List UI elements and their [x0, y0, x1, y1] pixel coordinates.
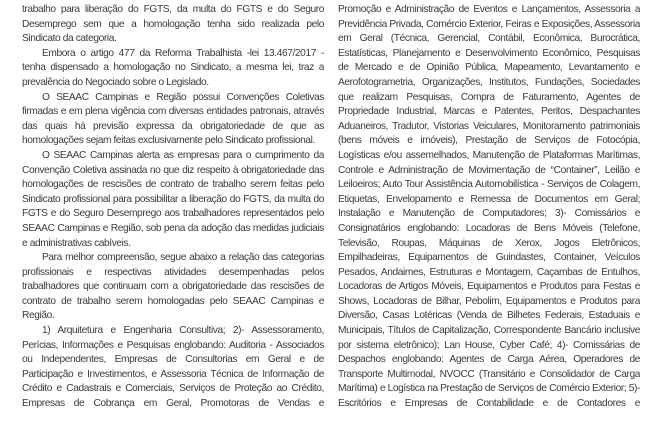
paragraph: Para melhor compreensão, segue abaixo a relação das categorias profissionais e respectivas atividades desempenhadas pelos trabalhadores que continuam com a obrigatoriedade das rescisões de contrato de trabalho serem homologadas pelo SEAAC Campinas e Região.: [22, 252, 324, 322]
text-column-right: [338, 3, 640, 445]
text-column-left: [22, 3, 324, 445]
paragraph: O SEAAC Campinas e Região possui Convenções Coletivas firmadas e em plena vigência com diversas entidades patronais, através das quais há previsão expressa da obrigatoriedade de que as homologações sejam feitas exclusivamente pelo Sindicato profissional.: [22, 91, 324, 147]
paragraph-continuation: trabalho para liberação do FGTS, da multa do FGTS e do Seguro Desemprego sem que a homologação tenha sido realizada pelo Sindicato da categoria.: [22, 4, 324, 45]
paragraph: Embora o artigo 477 da Reforma Trabalhista -lei 13.467/2017 - tenha dispensado a homologação no Sindicato, a mesma lei, traz a prevalência do Negociado sobre o Legislado.: [22, 47, 324, 88]
paragraph: O SEAAC Campinas alerta as empresas para o cumprimento da Convenção Coletiva assinada no que diz respeito à obrigatoriedade das homologações de rescisões de contrato de trabalho serem feitas pelo Sindicato profissional para possibilitar a liberação do FGTS, da multa do FGTS e do Seguro Desemprego aos trabalhadores representados pelo SEAAC Campinas e Região, sob pena da adoção das medidas judiciais e administrativas cabíveis.: [22, 149, 324, 249]
paragraph-continuation: Promoção e Administração de Eventos e Lançamentos, Assessoria a Previdência Privada, Comércio Exterior, Feiras e Exposições, Assessoria em Geral (Técnica, Gerencial, Contábil, Econômica, Burocrática, Estatísticas, Planejamento e Desenvolvimento Econômico, Pesquisas de Mercado e de Opinião Pública, Mapeamento, Levantamento e Aerofotogrametria, Organizações, Institutos, Fundações, Sociedades que realizam Pesquisas, Compra de Faturamento, Agentes de Propriedade Industrial, Marcas e Patentes, Peritos, Despachantes Aduaneiros, Tradutor, Vistorias Veiculares, Monitoramento patrimoniais (bens móveis e imóveis), Prestação de Serviços de Fotocópia, Logísticas e/ou assemelhados, Manutenção de Plataformas Marítimas, Controle e Administração de Movimentação de “Container”, Leilão e Leiloeiros; Auto Tour Assistência Automobilística - Serviços de Colagem, Etiquetas, Envelopamento e Remessa de Documentos em Geral; Instalação e Manutenção de Computadores; 3)- Comissários e Consignatários englobando: Locadoras de Bens Móveis (Telefone, Televisão, Roupas, Máquinas de Xerox, Jogos Eletrônicos, Empilhadeiras, Equipamentos de Guindastes, Container, Veículos Pesados, Andaimes, Estruturas e Montagem, Caçambas de Entulhos, Locadoras de Artigos Móveis, Equipamentos e Produtos para Festas e Shows, Locadoras de Bilhar, Pebolim, Equipamentos e Produtos para Diversão, Casas Lotéricas (Venda de Bilhetes Federais, Estaduais e Municipais, Títulos de Capitalização, Correspondente Bancário inclusive por sistema eletrônico); Lan House, Cyber Café; 4)- Comissárias de Despachos englobando: Agentes de Carga Aérea, Operadores de Transporte Multimodal, NVOCC (Transitário e Consolidador de Carga Marítima) e Logística na Prestação de Serviços de Comércio Exterior; 5)- Escritórios e Empresas de Contabilidade e de Contadores e: [338, 4, 640, 410]
paragraph-list-of-categories: 1) Arquitetura e Engenharia Consultiva; 2)- Assessoramento, Perícias, Informações e Pesquisas englobando: Auditoria - Associados ou Independentes, Empresas de Consultorias em Geral e de Participação e Investimentos, e Assessoria Técnica de Informação de Crédito e Cadastrais e Comerciais, Serviços de Proteção ao Crédito, Empresas de Cobrança em Geral, Promotoras de Vendas e: [22, 325, 324, 410]
